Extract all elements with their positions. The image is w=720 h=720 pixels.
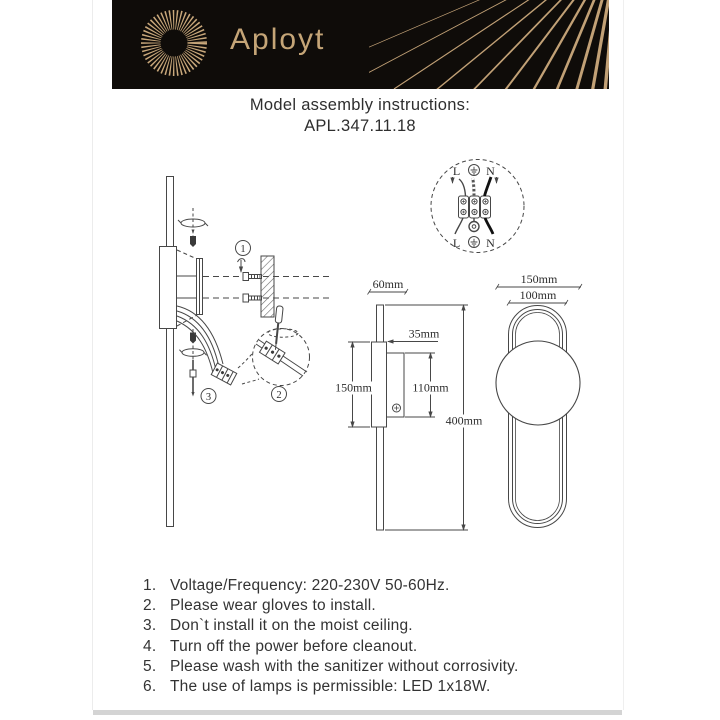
front-view-diagram [496,272,583,528]
lamp-rod [167,177,174,527]
instruction-number: 3. [143,617,157,635]
brand-name: Aployt [230,23,326,56]
callout-2 [272,387,287,402]
exploded-assembly-diagram [160,177,331,527]
instruction-text: Please wear gloves to install. [170,597,376,615]
wall-bracket [177,259,203,315]
instruction-item [143,657,613,677]
instruction-number: 1. [143,577,157,594]
dim-110mm: 110mm [412,380,449,395]
instruction-number: 6. [143,678,157,696]
label-live-top: L [452,164,461,178]
wire-connector [211,363,237,385]
label-neutral-bottom: N [486,236,495,250]
instruction-text: Please wash with the sanitizer without corrosivity. [170,657,519,675]
dim-150mm-body: 150mm [335,380,372,395]
instruction-text: Turn off the power before cleanout. [170,637,418,655]
instruction-item [143,616,613,636]
callout-1 [236,241,251,273]
wall-anchor [243,294,262,302]
terminal-detail-circle [253,306,310,386]
instruction-number: 5. [143,657,157,675]
lamp-globe [496,341,580,425]
dim-60mm: 60mm [372,277,404,291]
label-live-bottom: L [452,236,461,250]
wall-section [261,256,274,317]
dim-100mm: 100mm [519,288,557,302]
svg-text:1: 1 [240,243,246,255]
instruction-number: 4. [143,637,157,655]
instruction-item [143,677,613,697]
svg-text:3: 3 [205,391,212,403]
side-bracket [387,353,405,417]
wall-anchor [243,273,262,281]
instruction-text: Don`t install it on the moist ceiling. [170,617,413,635]
instruction-item [143,576,613,596]
instruction-text: Voltage/Frequency: 220-230V 50-60Hz. [170,577,450,594]
instruction-item [143,596,613,616]
callout-3 [201,389,216,404]
dim-400mm: 400mm [445,413,483,428]
wire-bundle [177,306,223,373]
instruction-text: The use of lamps is permissible: LED 1x18W. [170,678,491,696]
instruction-number: 2. [143,597,157,615]
label-neutral-top: N [486,164,495,178]
side-view-diagram [335,277,483,530]
dim-35mm: 35mm [408,326,440,341]
page-title: Model assembly instructions: [249,96,471,114]
lamp-body [160,247,177,329]
instructions-list [143,576,613,697]
instruction-item [143,637,613,657]
wiring-detail-diagram [431,160,524,253]
svg-text:2: 2 [276,389,282,401]
model-number: APL.347.11.18 [304,117,416,135]
top-screw-rotation [178,208,208,247]
dim-150mm-overall: 150mm [520,272,558,286]
terminal-block [459,196,491,218]
side-body [372,342,387,427]
bottom-screw-rotation [179,329,206,397]
